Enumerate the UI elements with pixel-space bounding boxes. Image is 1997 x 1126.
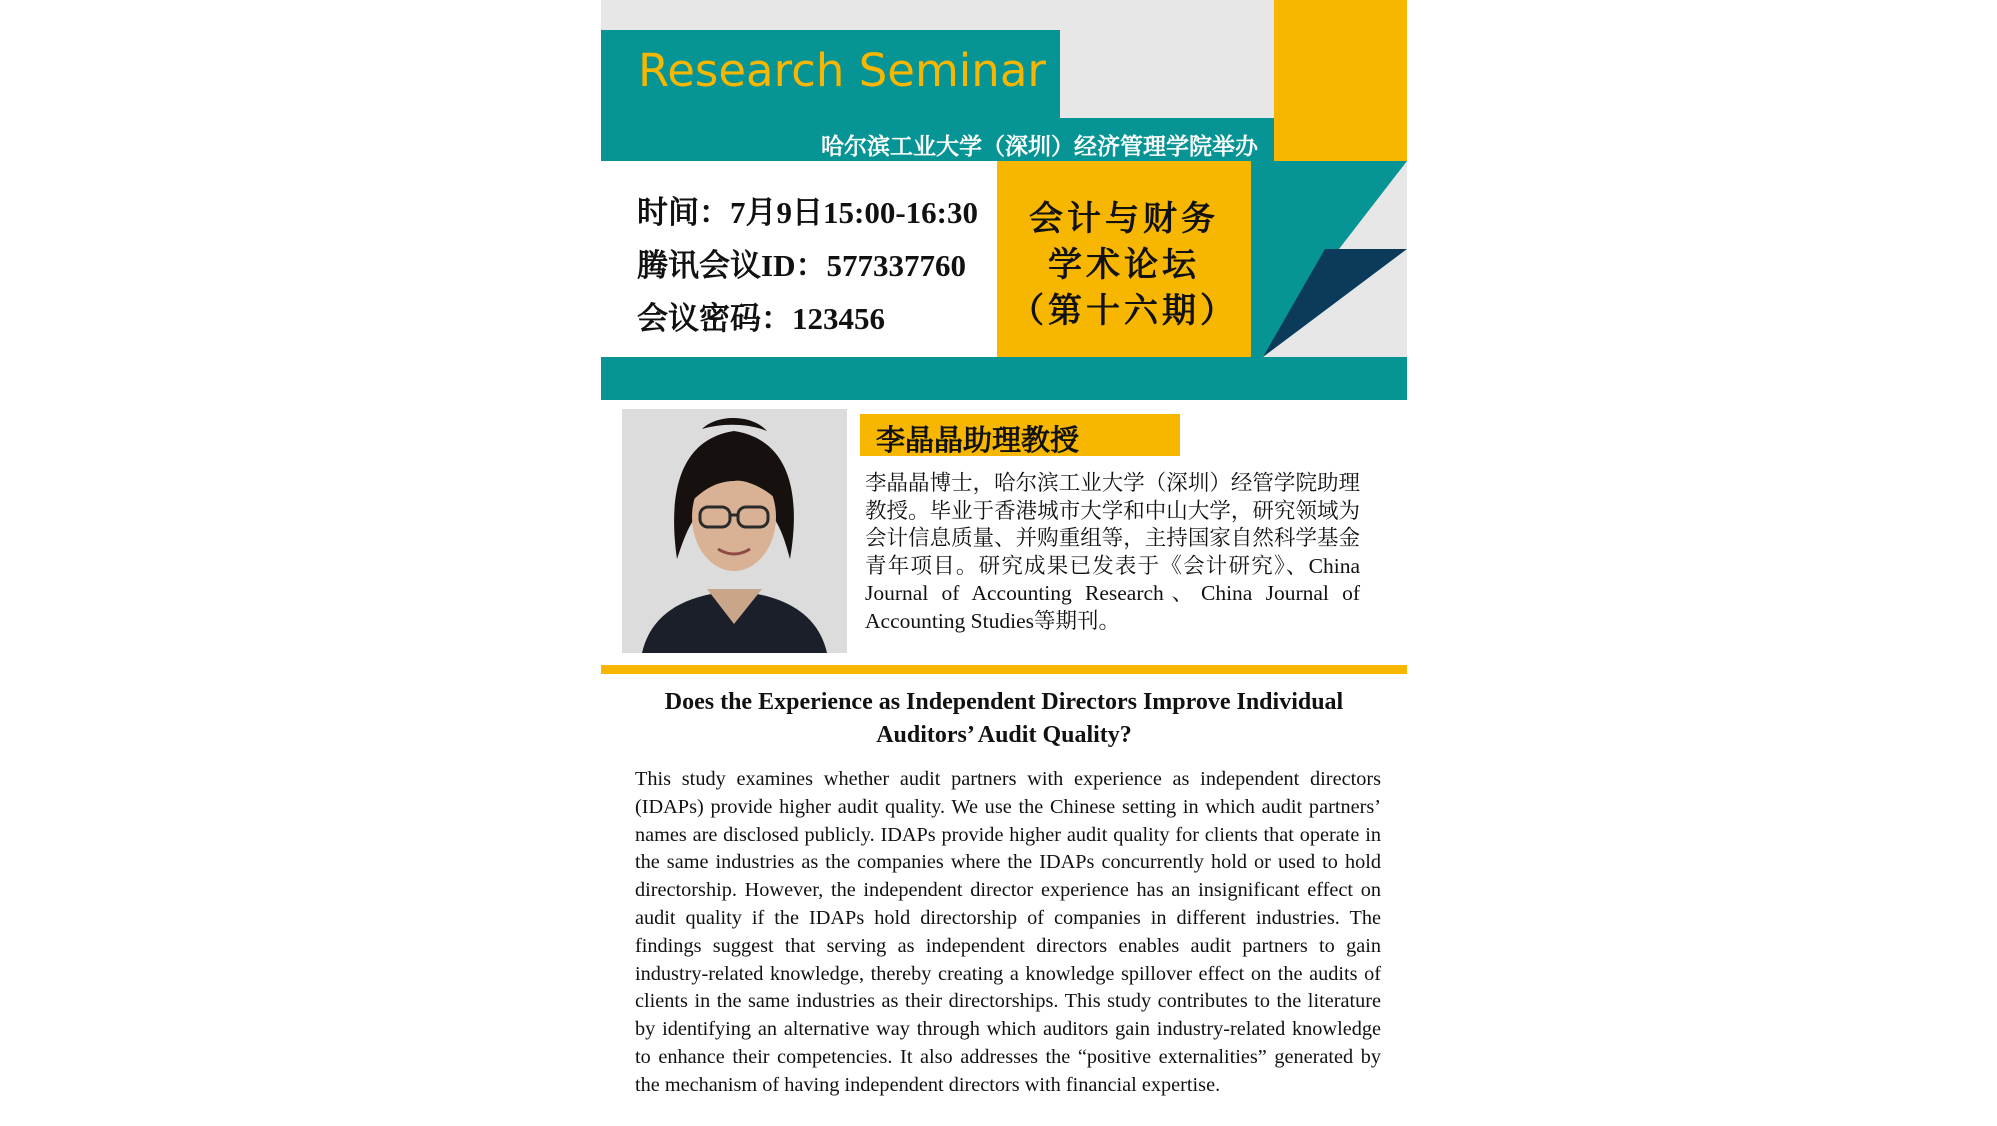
forum-title: [997, 197, 1251, 335]
forum-title-line2: 学术论坛: [1048, 247, 1200, 284]
header-gray-bar: [601, 0, 1274, 30]
speaker-name: 李晶晶助理教授: [876, 425, 1080, 457]
seminar-title: Research Seminar: [638, 44, 1046, 97]
meeting-time: 时间：7月9日15:00-16:30: [637, 195, 978, 230]
header-gold-column: [1274, 0, 1407, 161]
speaker-bio: 李晶晶博士，哈尔滨工业大学（深圳）经管学院助理教授。毕业于香港城市大学和中山大学，研究领域为会计信息质量、并购重组等，主持国家自然科学基金青年项目。研究成果已发表于《会计研究》、China Journal of Accounting Research、China Journal of Accounting Studies等期刊。: [865, 471, 1360, 633]
talk-title: Does the Experience as Independent Directors Improve Individual Auditors’ Audit Quality?: [664, 689, 1344, 748]
speaker-name-box: [860, 414, 1180, 456]
host-organizer: 哈尔滨工业大学（深圳）经济管理学院举办: [821, 134, 1258, 159]
meeting-id: 腾讯会议ID：577337760: [637, 248, 966, 283]
header-gray-panel: [1060, 30, 1274, 118]
section-divider: [601, 665, 1407, 674]
decorative-geometry: [1251, 161, 1407, 357]
talk-abstract: This study examines whether audit partners with experience as independent directors (IDAPs) provide higher audit quality. We use the Chinese setting in which audit partners’ names are disclosed publicly. IDAPs provide higher audit quality for clients that operate in the same industries as the companies where the IDAPs concurrently hold or used to hold directorship. However, the independent director experience has an insignificant effect on audit quality if the IDAPs hold directorship of companies in different industries. The findings suggest that serving as independent directors enables audit partners to gain industry-related knowledge, thereby creating a knowledge spillover effect on the audits of clients in the same industries as their directorships. This study contributes to the literature by identifying an alternative way through which auditors gain industry-related knowledge to enhance their competencies. It also addresses the “positive externalities” generated by the mechanism of having independent directors with financial expertise.: [635, 768, 1381, 1096]
meeting-info: [637, 186, 978, 345]
meeting-password: 会议密码：123456: [637, 301, 885, 336]
speaker-portrait-image: [622, 409, 847, 653]
forum-badge: [997, 161, 1251, 357]
seminar-poster: [601, 0, 1407, 1126]
forum-issue: （第十六期）: [1010, 293, 1238, 330]
teal-band: [601, 357, 1407, 400]
speaker-photo: [622, 409, 847, 653]
forum-title-line1: 会计与财务: [1029, 201, 1219, 238]
